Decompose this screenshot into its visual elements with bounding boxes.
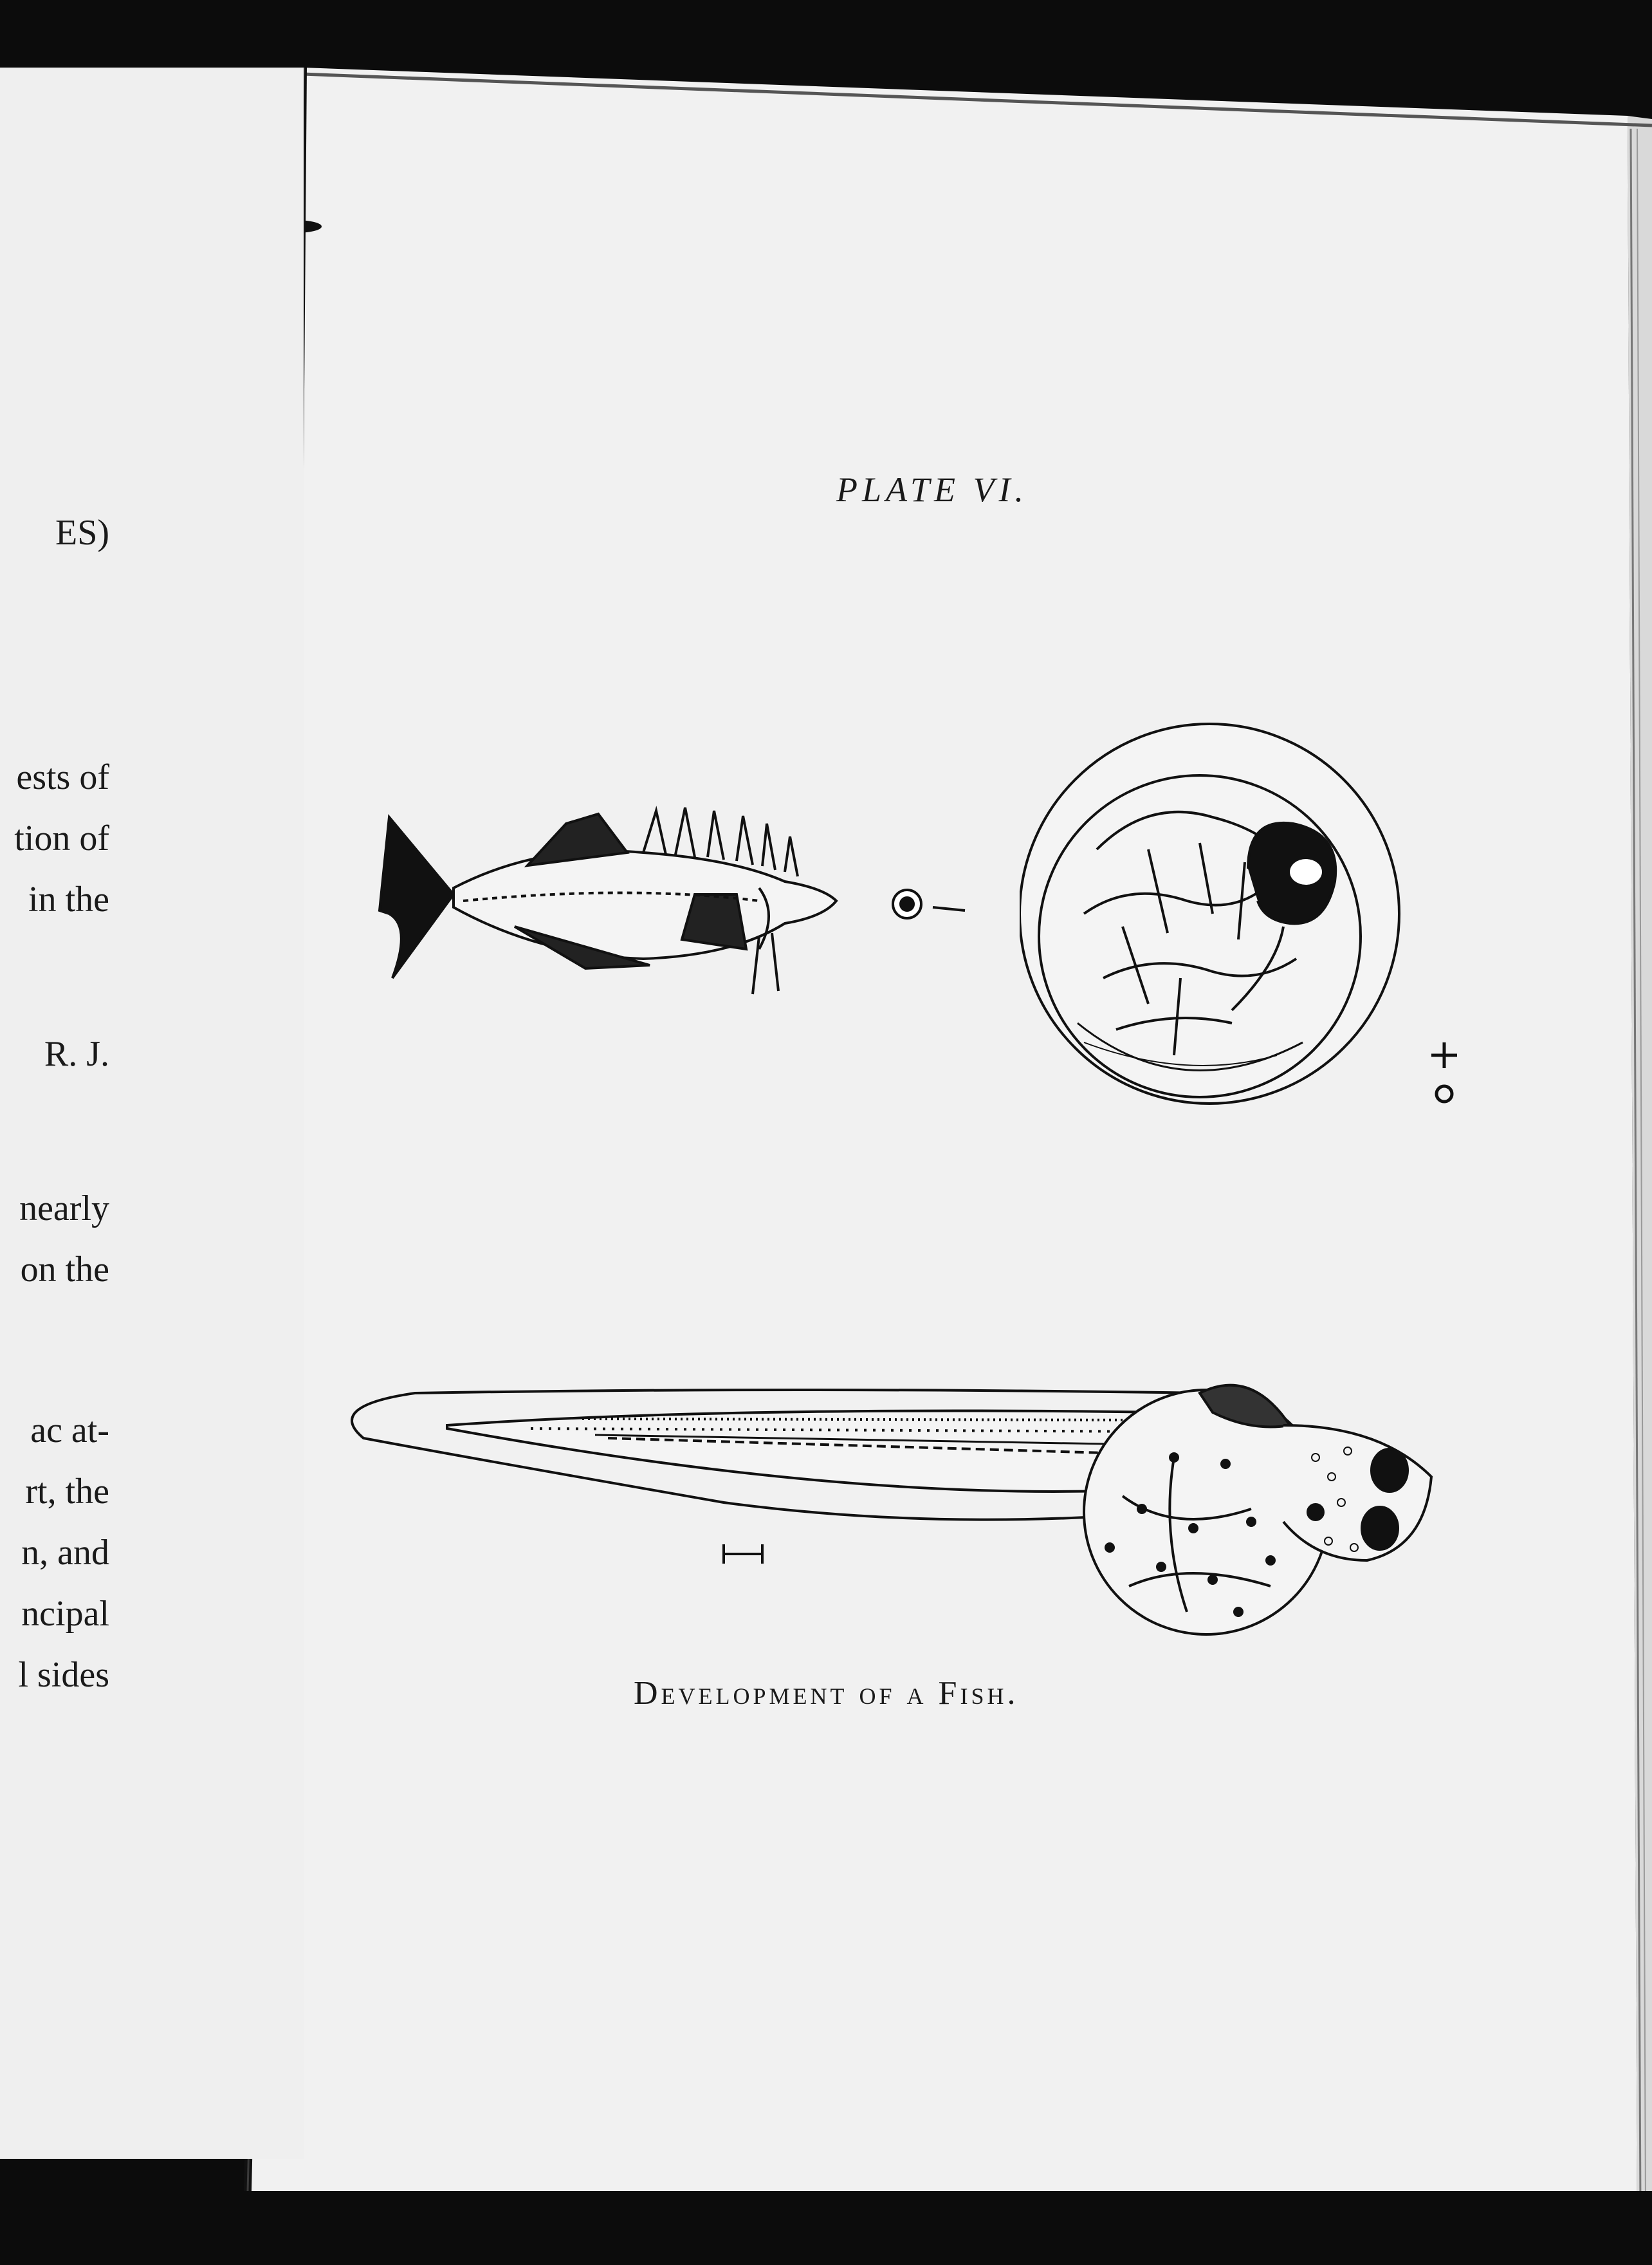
egg-figure xyxy=(1020,721,1406,1113)
plate-caption xyxy=(634,1674,1018,1712)
left-text-line: ncipal xyxy=(21,1594,109,1634)
caption-text: Development of a Fish. xyxy=(634,1675,1019,1712)
sex-mark-icon xyxy=(1428,1036,1460,1113)
left-text-line: l sides xyxy=(18,1655,109,1695)
left-text-line: in the xyxy=(28,880,109,920)
left-text-line: on the xyxy=(20,1250,109,1290)
left-facing-page xyxy=(0,68,304,2159)
left-text-line: tion of xyxy=(14,818,109,858)
left-text-line: ES) xyxy=(55,513,109,553)
adult-fish-figure xyxy=(373,798,978,1010)
left-text-line: ests of xyxy=(16,757,109,797)
left-text-line: nearly xyxy=(19,1188,109,1228)
left-text-line: n, and xyxy=(21,1533,109,1573)
left-text-line: rt, the xyxy=(25,1472,109,1512)
left-text-line: ac at- xyxy=(30,1410,109,1450)
larval-fish-figure xyxy=(338,1367,1438,1650)
left-text-line: R. J. xyxy=(44,1034,109,1074)
plate-title: PLATE VI. xyxy=(836,470,1028,509)
